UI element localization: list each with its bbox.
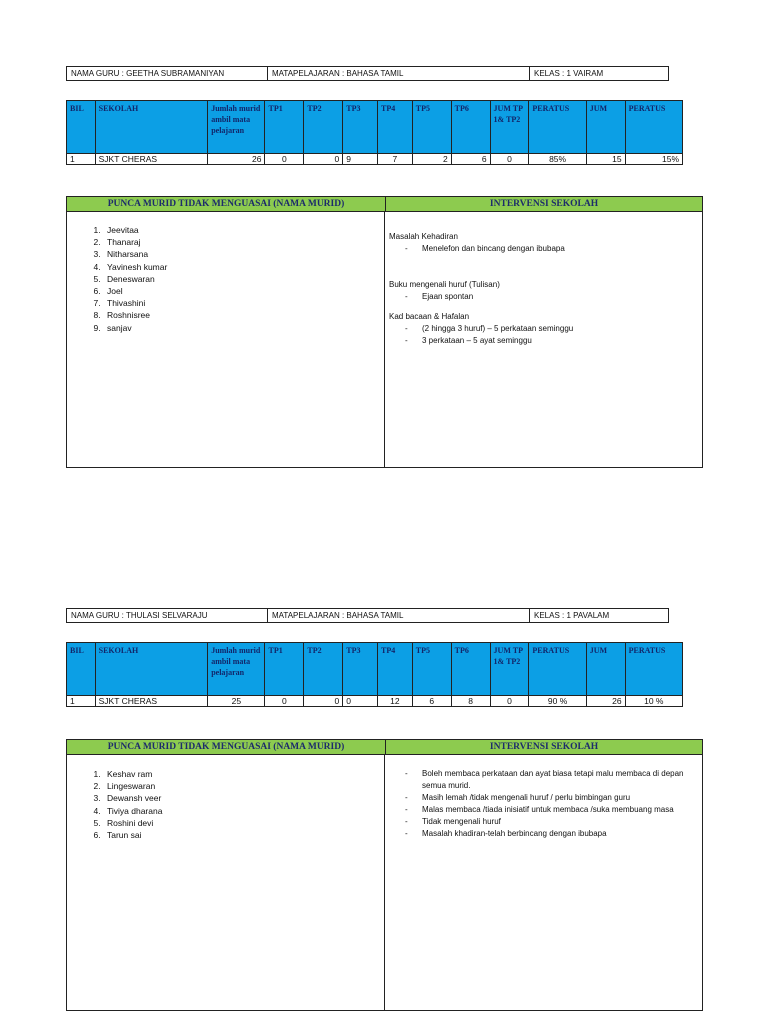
section-title: Masalah Kehadiran	[389, 232, 458, 241]
table-cell: 6	[412, 696, 451, 707]
table-cell: 15	[586, 154, 625, 165]
table-cell: 1	[67, 154, 96, 165]
intervention-panel-1	[66, 196, 703, 468]
col-header: TP5	[412, 643, 451, 696]
col-header: BIL	[67, 643, 96, 696]
intervention-header: INTERVENSI SEKOLAH	[386, 740, 702, 754]
list-item: 3. Dewansh veer	[103, 792, 384, 804]
table-cell: 90 %	[529, 696, 586, 707]
weak-students-header: PUNCA MURID TIDAK MENGUASAI (NAMA MURID)	[67, 197, 386, 211]
col-header: JUM	[586, 101, 625, 154]
col-header: TP1	[265, 643, 304, 696]
table-cell: 0	[304, 154, 343, 165]
list-item: - (2 hingga 3 huruf) – 5 perkataan seminggu	[405, 324, 574, 333]
teacher-name: NAMA GURU : GEETHA SUBRAMANIYAN	[67, 67, 268, 80]
col-header: PERATUS	[529, 101, 586, 154]
col-header: TP6	[451, 643, 490, 696]
col-header: TP3	[343, 643, 378, 696]
table-header-row	[67, 101, 683, 154]
intervention-column	[385, 755, 702, 1010]
col-header: TP1	[265, 101, 304, 154]
table-cell: 9	[343, 154, 378, 165]
subject: MATAPELAJARAN : BAHASA TAMIL	[268, 67, 530, 80]
list-item: 1. Jeevitaa	[103, 224, 384, 236]
table-cell: 25	[208, 696, 265, 707]
col-header: TP2	[304, 643, 343, 696]
list-item: 7. Thivashini	[103, 297, 384, 309]
intervention-column	[385, 212, 702, 467]
table-cell: 2	[412, 154, 451, 165]
table-cell: 0	[490, 696, 529, 707]
student-list	[87, 224, 384, 334]
col-header: JUM TP 1& TP2	[490, 643, 529, 696]
table-cell: 12	[378, 696, 413, 707]
student-list-column	[67, 212, 385, 467]
col-header: PERATUS	[625, 101, 682, 154]
table-cell: 0	[490, 154, 529, 165]
col-header: Jumlah murid ambil mata pelajaran	[208, 643, 265, 696]
col-header: TP4	[378, 643, 413, 696]
col-header: PERATUS	[625, 643, 682, 696]
col-header: TP3	[343, 101, 378, 154]
list-item: 6. Tarun sai	[103, 829, 384, 841]
student-list-column	[67, 755, 385, 1010]
table-cell: 0	[265, 154, 304, 165]
list-item: - Tidak mengenali huruf	[405, 817, 501, 826]
col-header: PERATUS	[529, 643, 586, 696]
table-cell: 26	[208, 154, 265, 165]
table-header-row	[67, 643, 683, 696]
table-cell: 0	[265, 696, 304, 707]
col-header: SEKOLAH	[95, 101, 208, 154]
class-name: KELAS : 1 VAIRAM	[534, 69, 604, 78]
teacher-info-bar-1	[66, 66, 669, 81]
list-item: - Masalah khadiran-telah berbincang dengan ibubapa	[405, 829, 607, 838]
col-header: TP5	[412, 101, 451, 154]
results-table-2	[66, 642, 683, 707]
table-row	[67, 696, 683, 707]
teacher-info-bar-2	[66, 608, 669, 623]
results-table-1	[66, 100, 683, 165]
table-cell: 8	[451, 696, 490, 707]
list-item: 4. Yavinesh kumar	[103, 261, 384, 273]
list-item: 8. Roshnisree	[103, 309, 384, 321]
col-header: SEKOLAH	[95, 643, 208, 696]
list-item: 2. Lingeswaran	[103, 780, 384, 792]
teacher-name: NAMA GURU : THULASI SELVARAJU	[67, 609, 268, 622]
list-item: 3. Nitharsana	[103, 248, 384, 260]
table-cell: 1	[67, 696, 96, 707]
subject: MATAPELAJARAN : BAHASA TAMIL	[268, 609, 530, 622]
table-row	[67, 154, 683, 165]
list-item: - Malas membaca /tiada inisiatif untuk membaca /suka membuang masa	[405, 805, 674, 814]
list-item: - 3 perkataan – 5 ayat seminggu	[405, 336, 532, 345]
table-cell: 6	[451, 154, 490, 165]
list-item: 4. Tiviya dharana	[103, 805, 384, 817]
col-header: TP6	[451, 101, 490, 154]
list-item: 2. Thanaraj	[103, 236, 384, 248]
col-header: Jumlah murid ambil mata pelajaran	[208, 101, 265, 154]
table-cell: 7	[378, 154, 413, 165]
section-title: Kad bacaan & Hafalan	[389, 312, 470, 321]
class-name: KELAS : 1 PAVALAM	[534, 611, 610, 620]
section-title: Buku mengenali huruf (Tulisan)	[389, 280, 500, 289]
list-item: 6. Joel	[103, 285, 384, 297]
table-cell: 0	[304, 696, 343, 707]
list-item: 5. Roshini devi	[103, 817, 384, 829]
list-item: 9. sanjav	[103, 322, 384, 334]
list-item: - Boleh membaca perkataan dan ayat biasa tetapi malu membaca di depan semua murid.	[405, 769, 684, 790]
list-item: 5. Deneswaran	[103, 273, 384, 285]
table-cell: SJKT CHERAS	[95, 154, 208, 165]
list-item: - Menelefon dan bincang dengan ibubapa	[405, 244, 565, 253]
student-list	[87, 768, 384, 841]
table-cell: SJKT CHERAS	[95, 696, 208, 707]
intervention-header: INTERVENSI SEKOLAH	[386, 197, 702, 211]
col-header: JUM	[586, 643, 625, 696]
col-header: JUM TP 1& TP2	[490, 101, 529, 154]
table-cell: 15%	[625, 154, 682, 165]
table-cell: 10 %	[625, 696, 682, 707]
col-header: BIL	[67, 101, 96, 154]
col-header: TP4	[378, 101, 413, 154]
weak-students-header: PUNCA MURID TIDAK MENGUASAI (NAMA MURID)	[67, 740, 386, 754]
table-cell: 85%	[529, 154, 586, 165]
col-header: TP2	[304, 101, 343, 154]
list-item: - Ejaan spontan	[405, 292, 474, 301]
table-cell: 0	[343, 696, 378, 707]
table-cell: 26	[586, 696, 625, 707]
list-item: - Masih lemah /tidak mengenali huruf / perlu bimbingan guru	[405, 793, 631, 802]
intervention-panel-2	[66, 739, 703, 1011]
list-item: 1. Keshav ram	[103, 768, 384, 780]
